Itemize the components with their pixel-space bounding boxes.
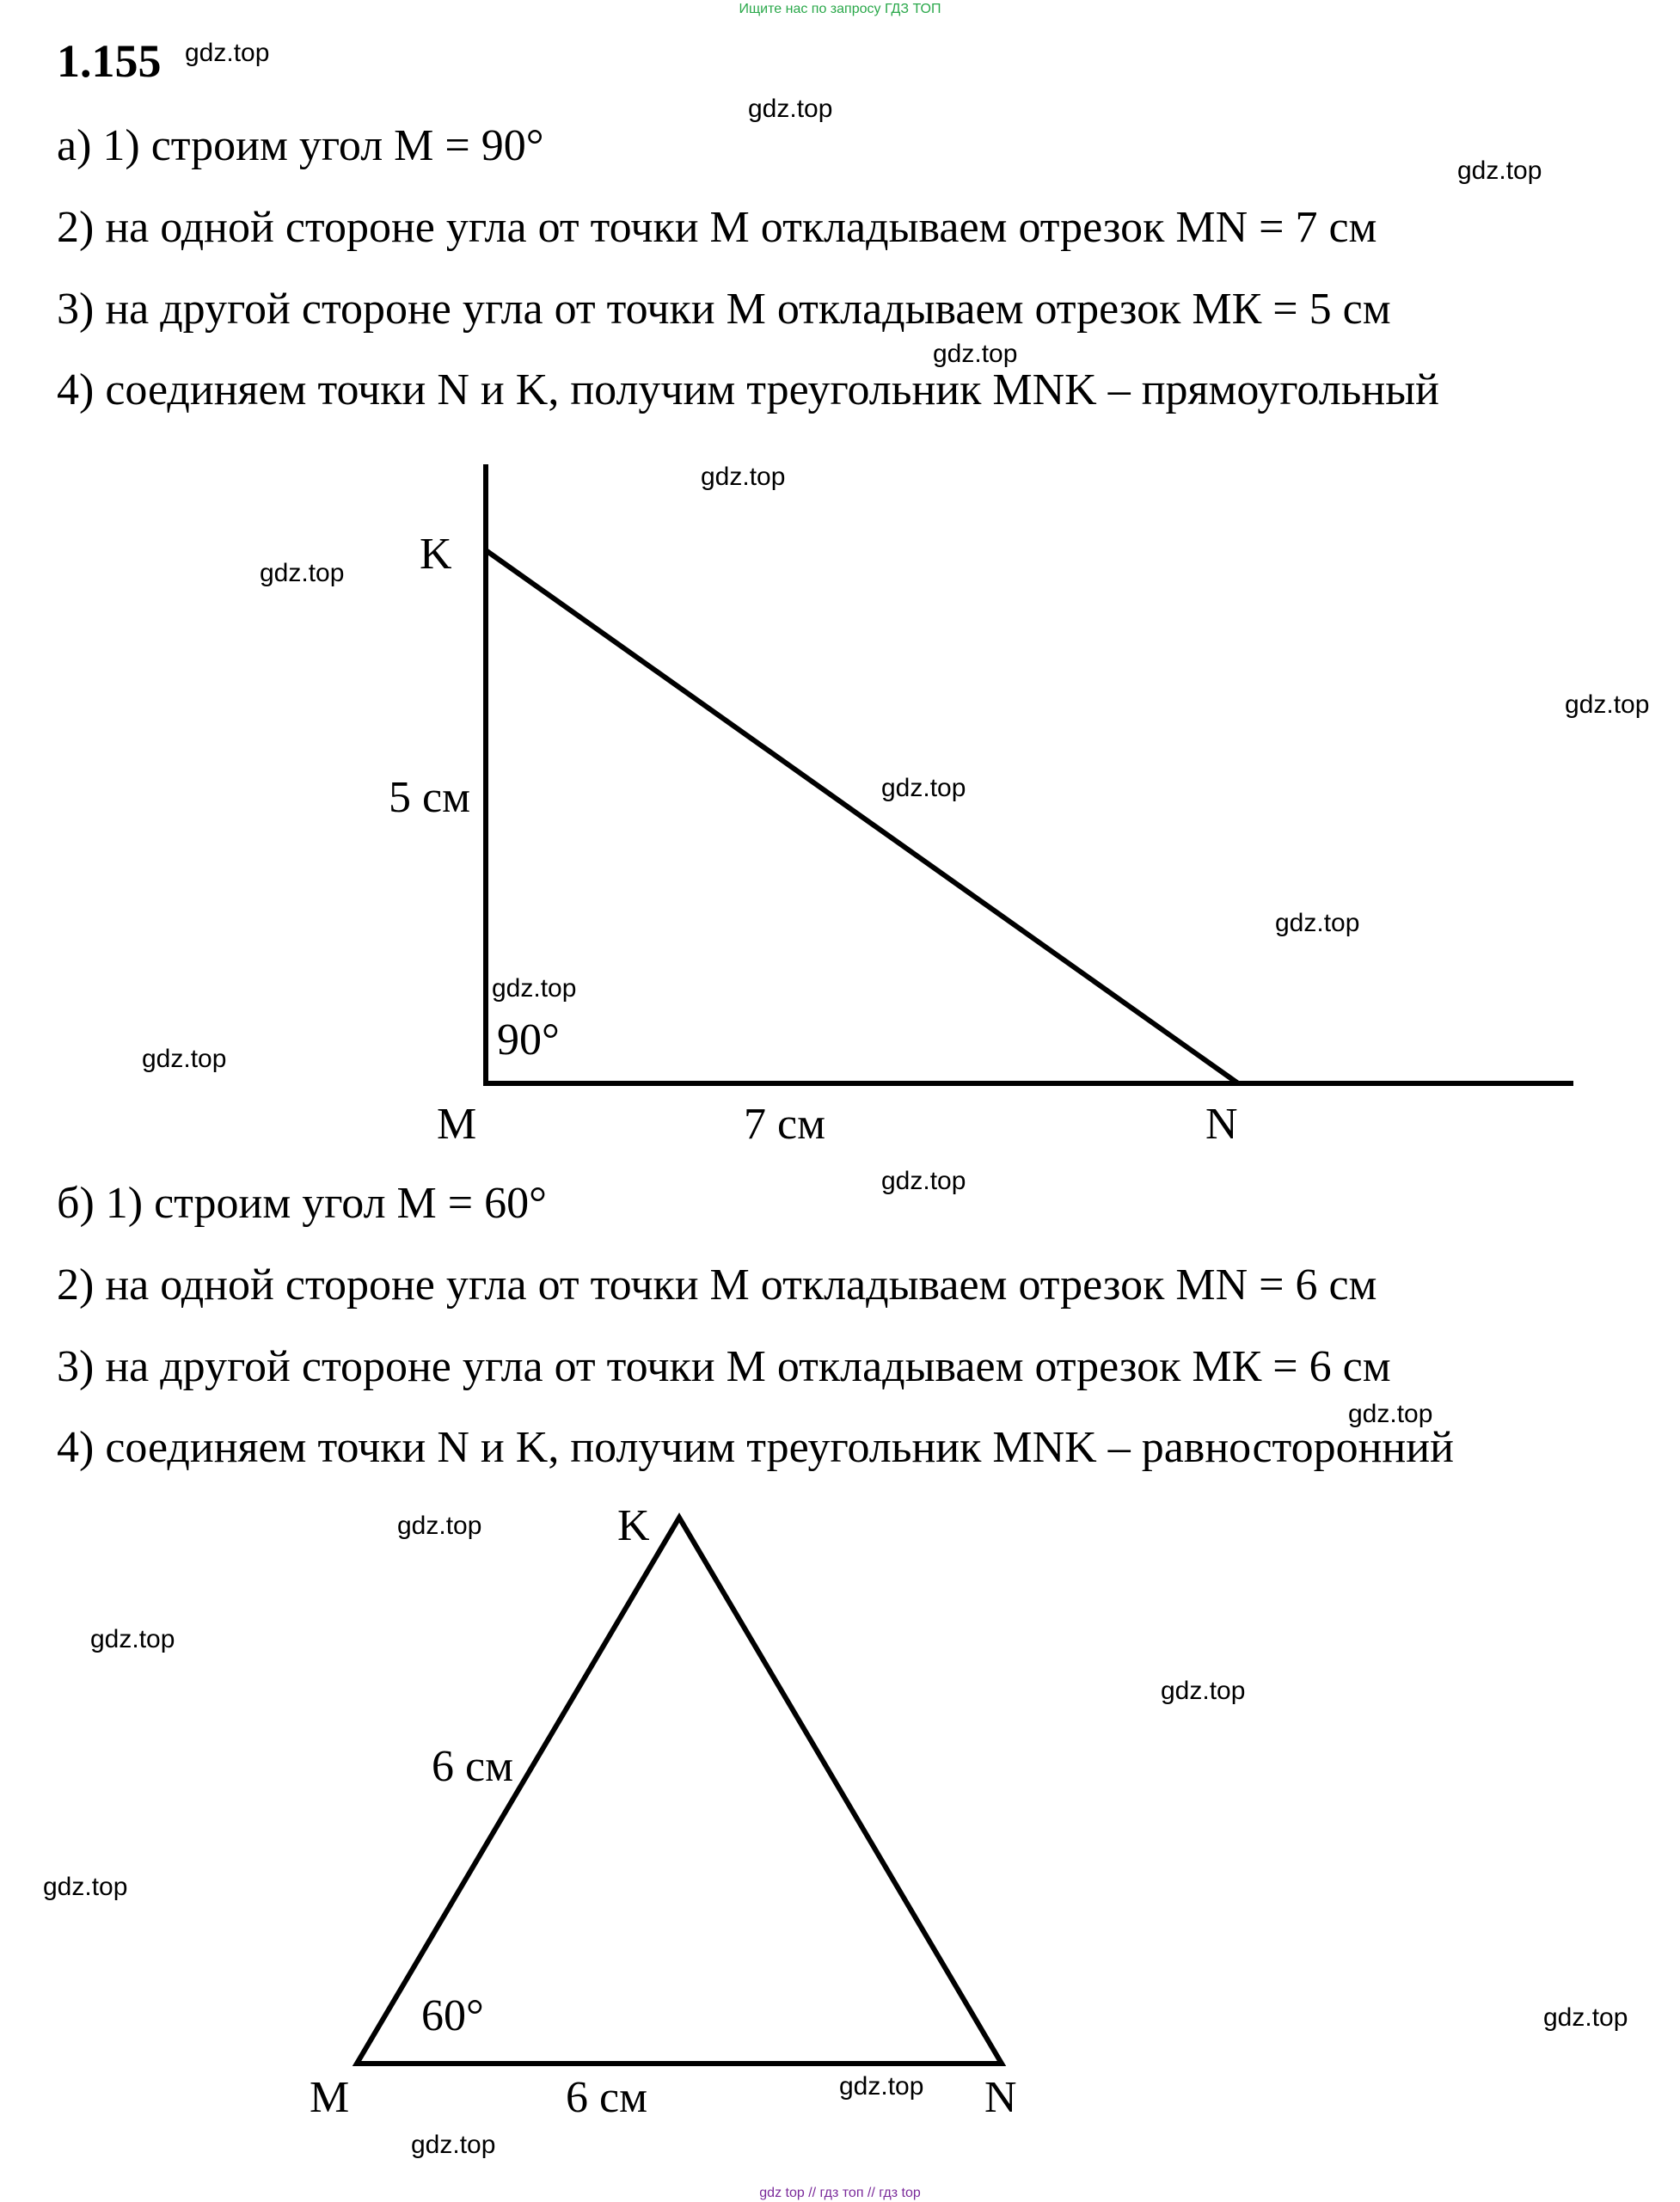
watermark: gdz.top [90, 1625, 175, 1653]
fig-b-vertex-n: N [984, 2073, 1017, 2122]
part-a-step-4: 4) соединяем точки N и K, получим треугольник MNK – прямоугольный [57, 365, 1439, 414]
fig-b-angle-m: 60° [421, 1991, 484, 2040]
watermark: gdz.top [1348, 1400, 1433, 1428]
fig-b-side-mn: 6 см [566, 2073, 647, 2122]
watermark: gdz.top [881, 774, 966, 802]
fig-a-side-mk: 5 см [389, 773, 470, 822]
watermark: gdz.top [1275, 909, 1360, 937]
watermark: gdz.top [492, 974, 577, 1003]
watermark: gdz.top [397, 1512, 482, 1540]
watermark: gdz.top [185, 39, 270, 67]
watermark: gdz.top [260, 559, 345, 587]
watermark: gdz.top [881, 1167, 966, 1195]
watermark: gdz.top [1543, 2003, 1628, 2032]
figure-right-triangle [483, 464, 1573, 1085]
part-a-step-3: 3) на другой стороне угла от точки М откладываем отрезок МК = 5 см [57, 285, 1391, 334]
part-b-step-2: 2) на одной стороне угла от точки М откладываем отрезок MN = 6 см [57, 1260, 1377, 1310]
watermark: gdz.top [839, 2072, 924, 2101]
part-b-step-4: 4) соединяем точки N и K, получим треугольник MNK – равносторонний [57, 1423, 1454, 1472]
part-b-step-3: 3) на другой стороне угла от точки М откладываем отрезок МК = 6 см [57, 1342, 1391, 1391]
fig-b-vertex-k: K [617, 1501, 650, 1550]
watermark: gdz.top [701, 463, 786, 491]
watermark: gdz.top [411, 2131, 496, 2159]
fig-b-vertex-m: M [310, 2073, 350, 2122]
watermark: gdz.top [1457, 156, 1542, 185]
fig-a-vertex-k: K [420, 530, 452, 579]
hypotenuse-kn [486, 550, 1238, 1083]
watermark: gdz.top [1161, 1677, 1246, 1705]
watermark: gdz.top [748, 95, 833, 123]
fig-a-vertex-m: M [437, 1100, 477, 1149]
problem-number: 1.155 [57, 35, 162, 87]
top-banner: Ищите нас по запросу ГДЗ ТОП [739, 2, 941, 16]
fig-b-side-mk: 6 см [432, 1742, 513, 1791]
watermark: gdz.top [43, 1873, 128, 1901]
watermark: gdz.top [1565, 690, 1650, 719]
watermark: gdz.top [933, 340, 1018, 368]
fig-a-angle-m: 90° [497, 1015, 560, 1064]
fig-a-vertex-n: N [1205, 1100, 1238, 1149]
footer-banner: gdz top // гдз топ // гдз top [759, 2186, 921, 2200]
part-a-step-1: а) 1) строим угол М = 90° [57, 121, 544, 170]
part-b-step-1: б) 1) строим угол М = 60° [57, 1179, 547, 1228]
part-a-step-2: 2) на одной стороне угла от точки М откладываем отрезок MN = 7 см [57, 203, 1377, 252]
fig-a-side-mn: 7 см [744, 1100, 825, 1149]
watermark: gdz.top [142, 1045, 227, 1073]
